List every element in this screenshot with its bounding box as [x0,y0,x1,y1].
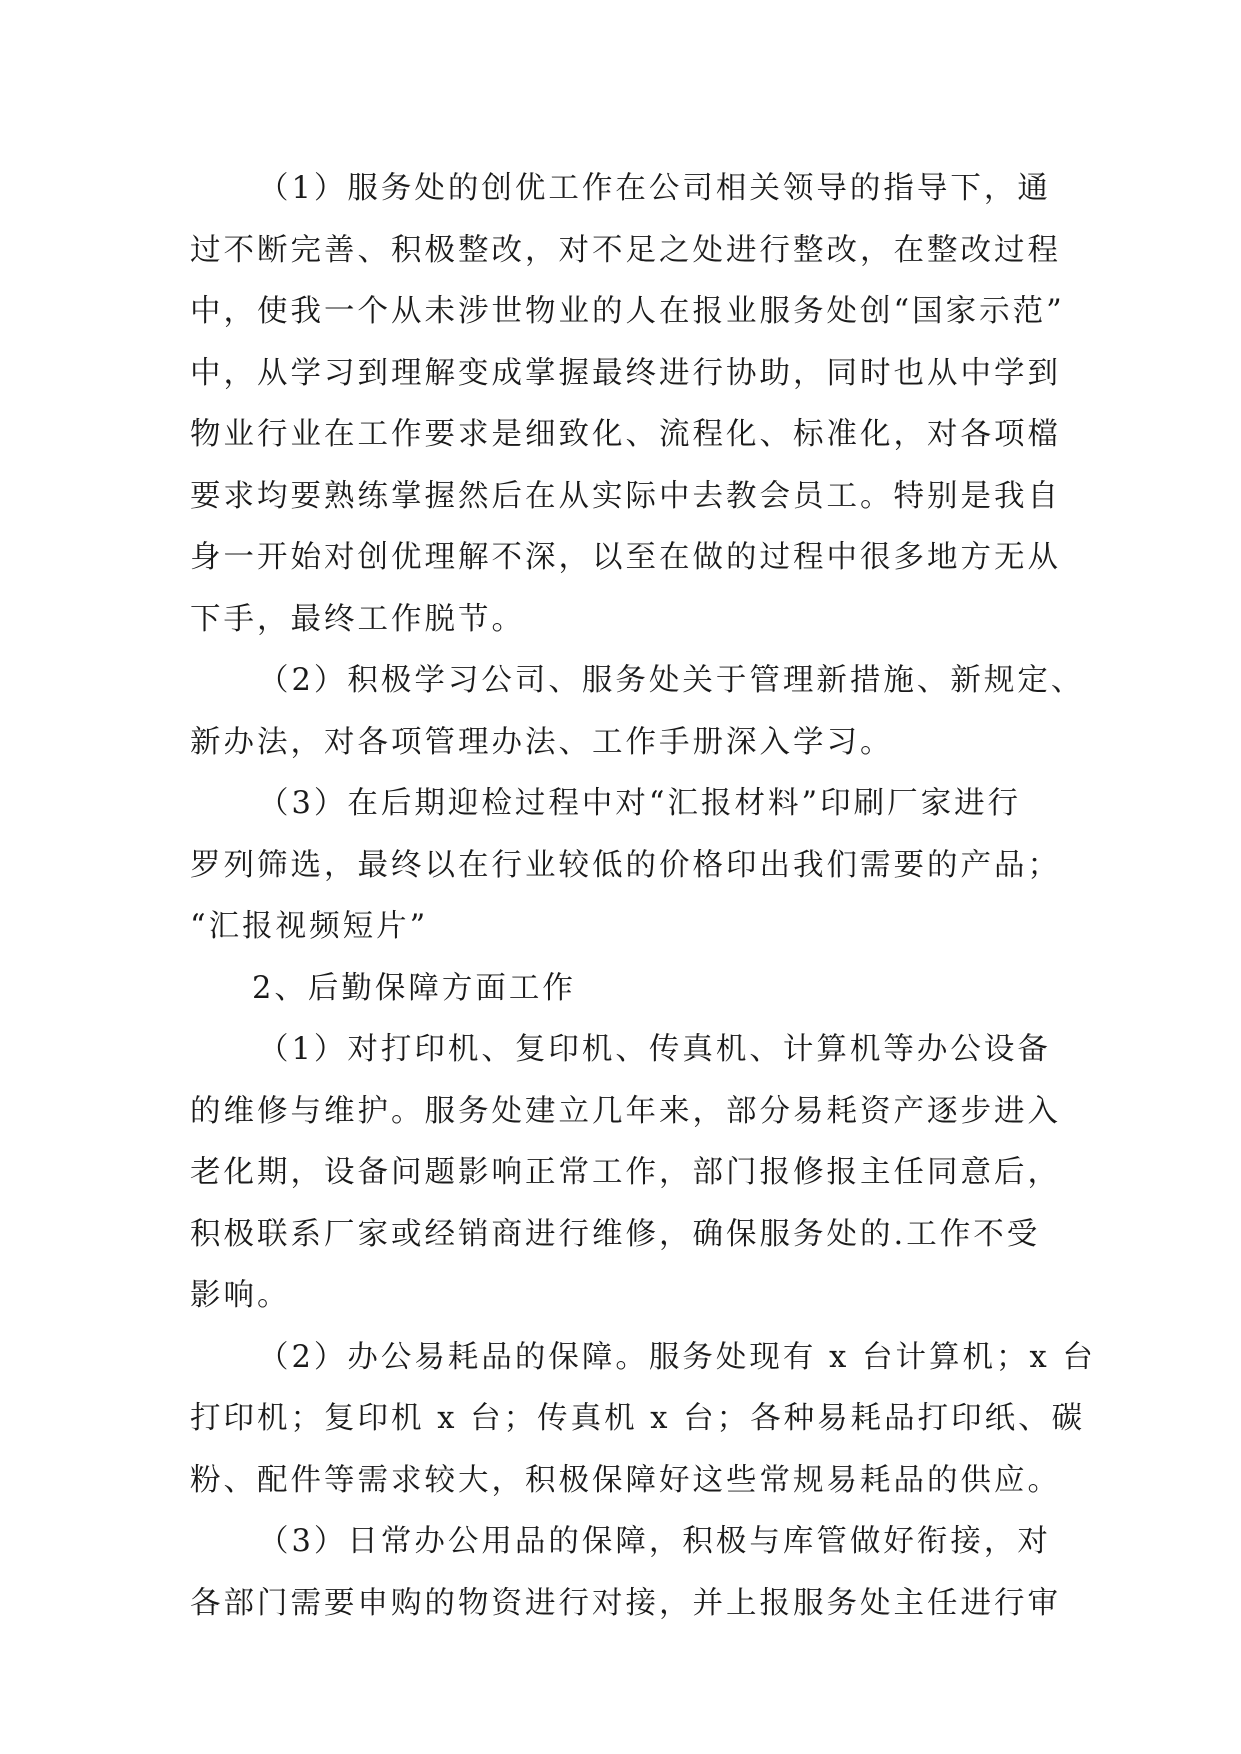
text-line: 打印机；复印机 x 台；传真机 x 台；各种易耗品打印纸、碳 [190,1401,1086,1436]
text-line: 新办法，对各项管理办法、工作手册深入学习。 [190,724,894,760]
text-line: 罗列筛选，最终以在行业较低的价格印出我们需要的产品； [190,847,1061,883]
text-line: 中，使我一个从未涉世物业的人在报业服务处创“国家示范” [190,294,1065,329]
text-line: （3）日常办公用品的保障，积极与库管做好衔接，对 [258,1524,1051,1559]
text-line: （2）办公易耗品的保障。服务处现有 x 台计算机；x 台 [258,1339,1096,1375]
text-line: （3）在后期迎检过程中对“汇报材料”印刷厂家进行 [258,786,1022,821]
document-body [190,158,1096,1634]
text-line: （1）服务处的创优工作在公司相关领导的指导下，通 [258,171,1051,206]
text-line: 要求均要熟练掌握然后在从实际中去教会员工。特别是我自 [190,478,1061,514]
text-line: 老化期，设备问题影响正常工作，部门报修报主任同意后， [190,1155,1061,1190]
text-line: “汇报视频短片” [190,909,429,944]
text-line: （2）积极学习公司、服务处关于管理新措施、新规定、 [258,663,1085,698]
text-line: 粉、配件等需求较大，积极保障好这些常规易耗品的供应。 [190,1462,1061,1498]
section-heading: 2、后勤保障方面工作 [252,970,576,1006]
text-line: 中，从学习到理解变成掌握最终进行协助，同时也从中学到 [190,355,1061,391]
text-line: 物业行业在工作要求是细致化、流程化、标准化，对各项檔 [190,417,1061,452]
text-line: （1）对打印机、复印机、传真机、计算机等办公设备 [258,1032,1051,1067]
text-line: 影响。 [190,1278,291,1313]
text-line: 各部门需要申购的物资进行对接，并上报服务处主任进行审 [190,1585,1061,1621]
text-line: 下手，最终工作脱节。 [190,601,525,637]
text-line: 身一开始对创优理解不深，以至在做的过程中很多地方无从 [190,540,1061,575]
text-line: 过不断完善、积极整改，对不足之处进行整改，在整改过程 [190,232,1061,268]
text-line: 的维修与维护。服务处建立几年来，部分易耗资产逐步进入 [190,1093,1061,1129]
text-line: 积极联系厂家或经销商进行维修，确保服务处的.工作不受 [190,1216,1041,1252]
